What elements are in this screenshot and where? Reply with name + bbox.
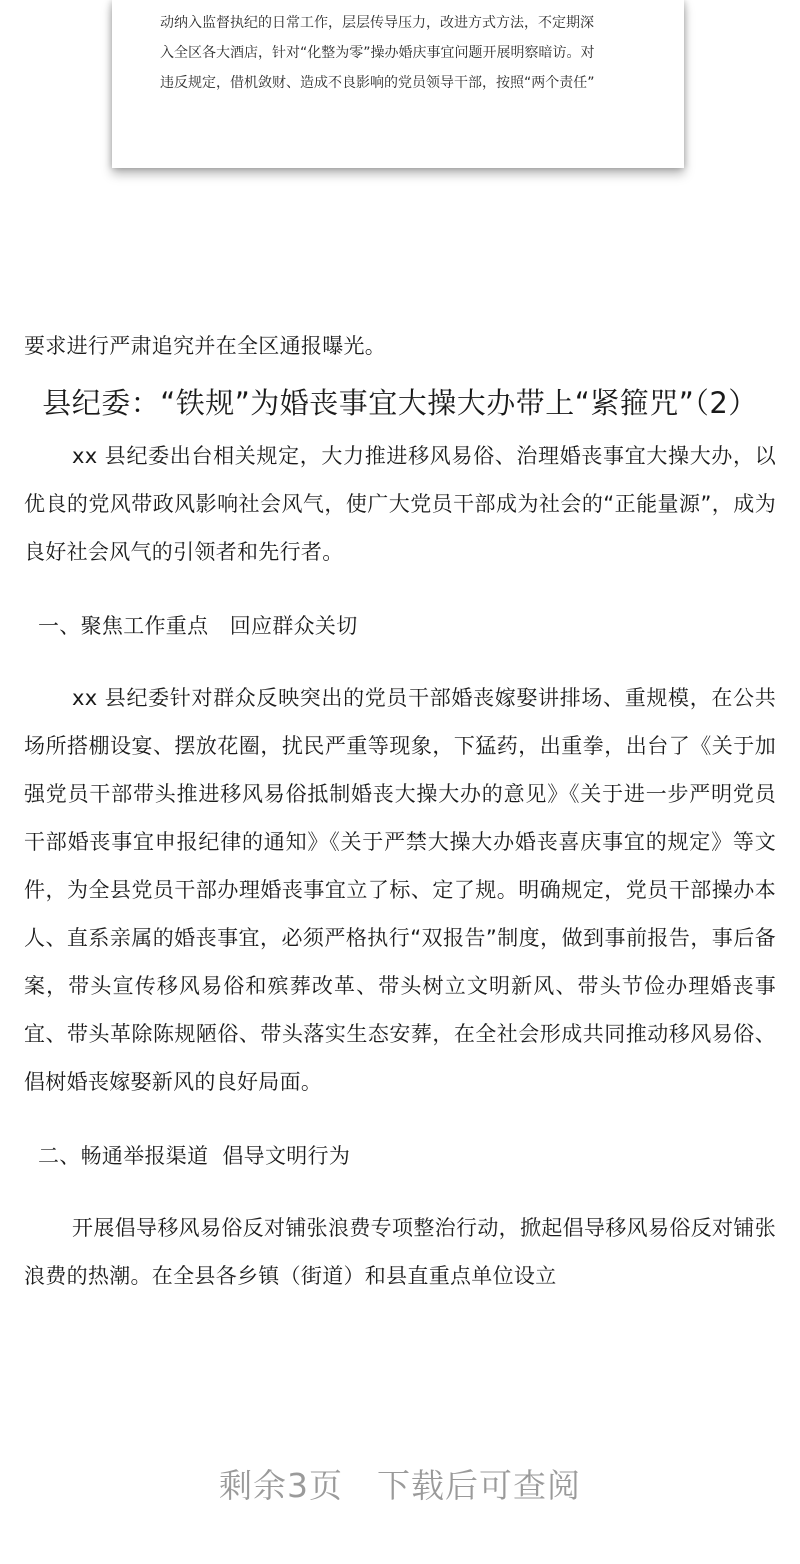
document-body [24,322,776,1300]
preview-page-card [112,0,684,168]
article-title: 县纪委：“铁规”为婚丧事宜大操大办带上“紧箍咒”（2） [42,386,758,420]
intro-paragraph: 要求进行严肃追究并在全区通报曝光。 [24,334,387,358]
remaining-pages-download-prompt[interactable]: 剩余3页 下载后可查阅 [219,1466,581,1505]
section-heading: 二、畅通举报渠道 倡导文明行为 [38,1144,351,1168]
body-paragraph: xx 县纪委出台相关规定，大力推进移风易俗、治理婚丧事宜大操大办，以优良的党风带政风影响社会风气，使广大党员干部成为社会的“正能量源”，成为良好社会风气的引领者和先行者。 [24,444,776,564]
preview-line: 违反规定，借机敛财、造成不良影响的党员领导干部，按照“两个责任” [160,75,595,91]
body-paragraph: xx 县纪委针对群众反映突出的党员干部婚丧嫁娶讲排场、重规模，在公共场所搭棚设宴、摆放花圈，扰民严重等现象，下猛药，出重拳，出台了《关于加强党员干部带头推进移风易俗抵制婚丧大操大办的意见》《关于进一步严明党员干部婚丧事宜申报纪律的通知》《关于严禁大操大办婚丧喜庆事宜的规定》等文件，为全县党员干部办理婚丧事宜立了标、定了规。明确规定，党员干部操办本人、直系亲属的婚丧事宜，必须严格执行“双报告”制度，做到事前报告，事后备案，带头宣传移风易俗和殡葬改革、带头树立文明新风、带头节俭办理婚丧事宜、带头革除陈规陋俗、带头落实生态安葬，在全社会形成共同推动移风易俗、倡树婚丧嫁娶新风的良好局面。 [24,686,776,1094]
preview-page-text [160,0,644,98]
preview-line [160,0,644,8]
body-paragraph: 开展倡导移风易俗反对铺张浪费专项整治行动，掀起倡导移风易俗反对铺张浪费的热潮。在全县各乡镇（街道）和县直重点单位设立 [24,1216,776,1288]
preview-line: 动纳入监督执纪的日常工作，层层传导压力，改进方式方法，不定期深 [160,15,594,31]
section-heading: 一、聚焦工作重点 回应群众关切 [38,614,358,638]
preview-line: 入全区各大酒店，针对“化整为零”操办婚庆事宜问题开展明察暗访。对 [160,45,595,61]
